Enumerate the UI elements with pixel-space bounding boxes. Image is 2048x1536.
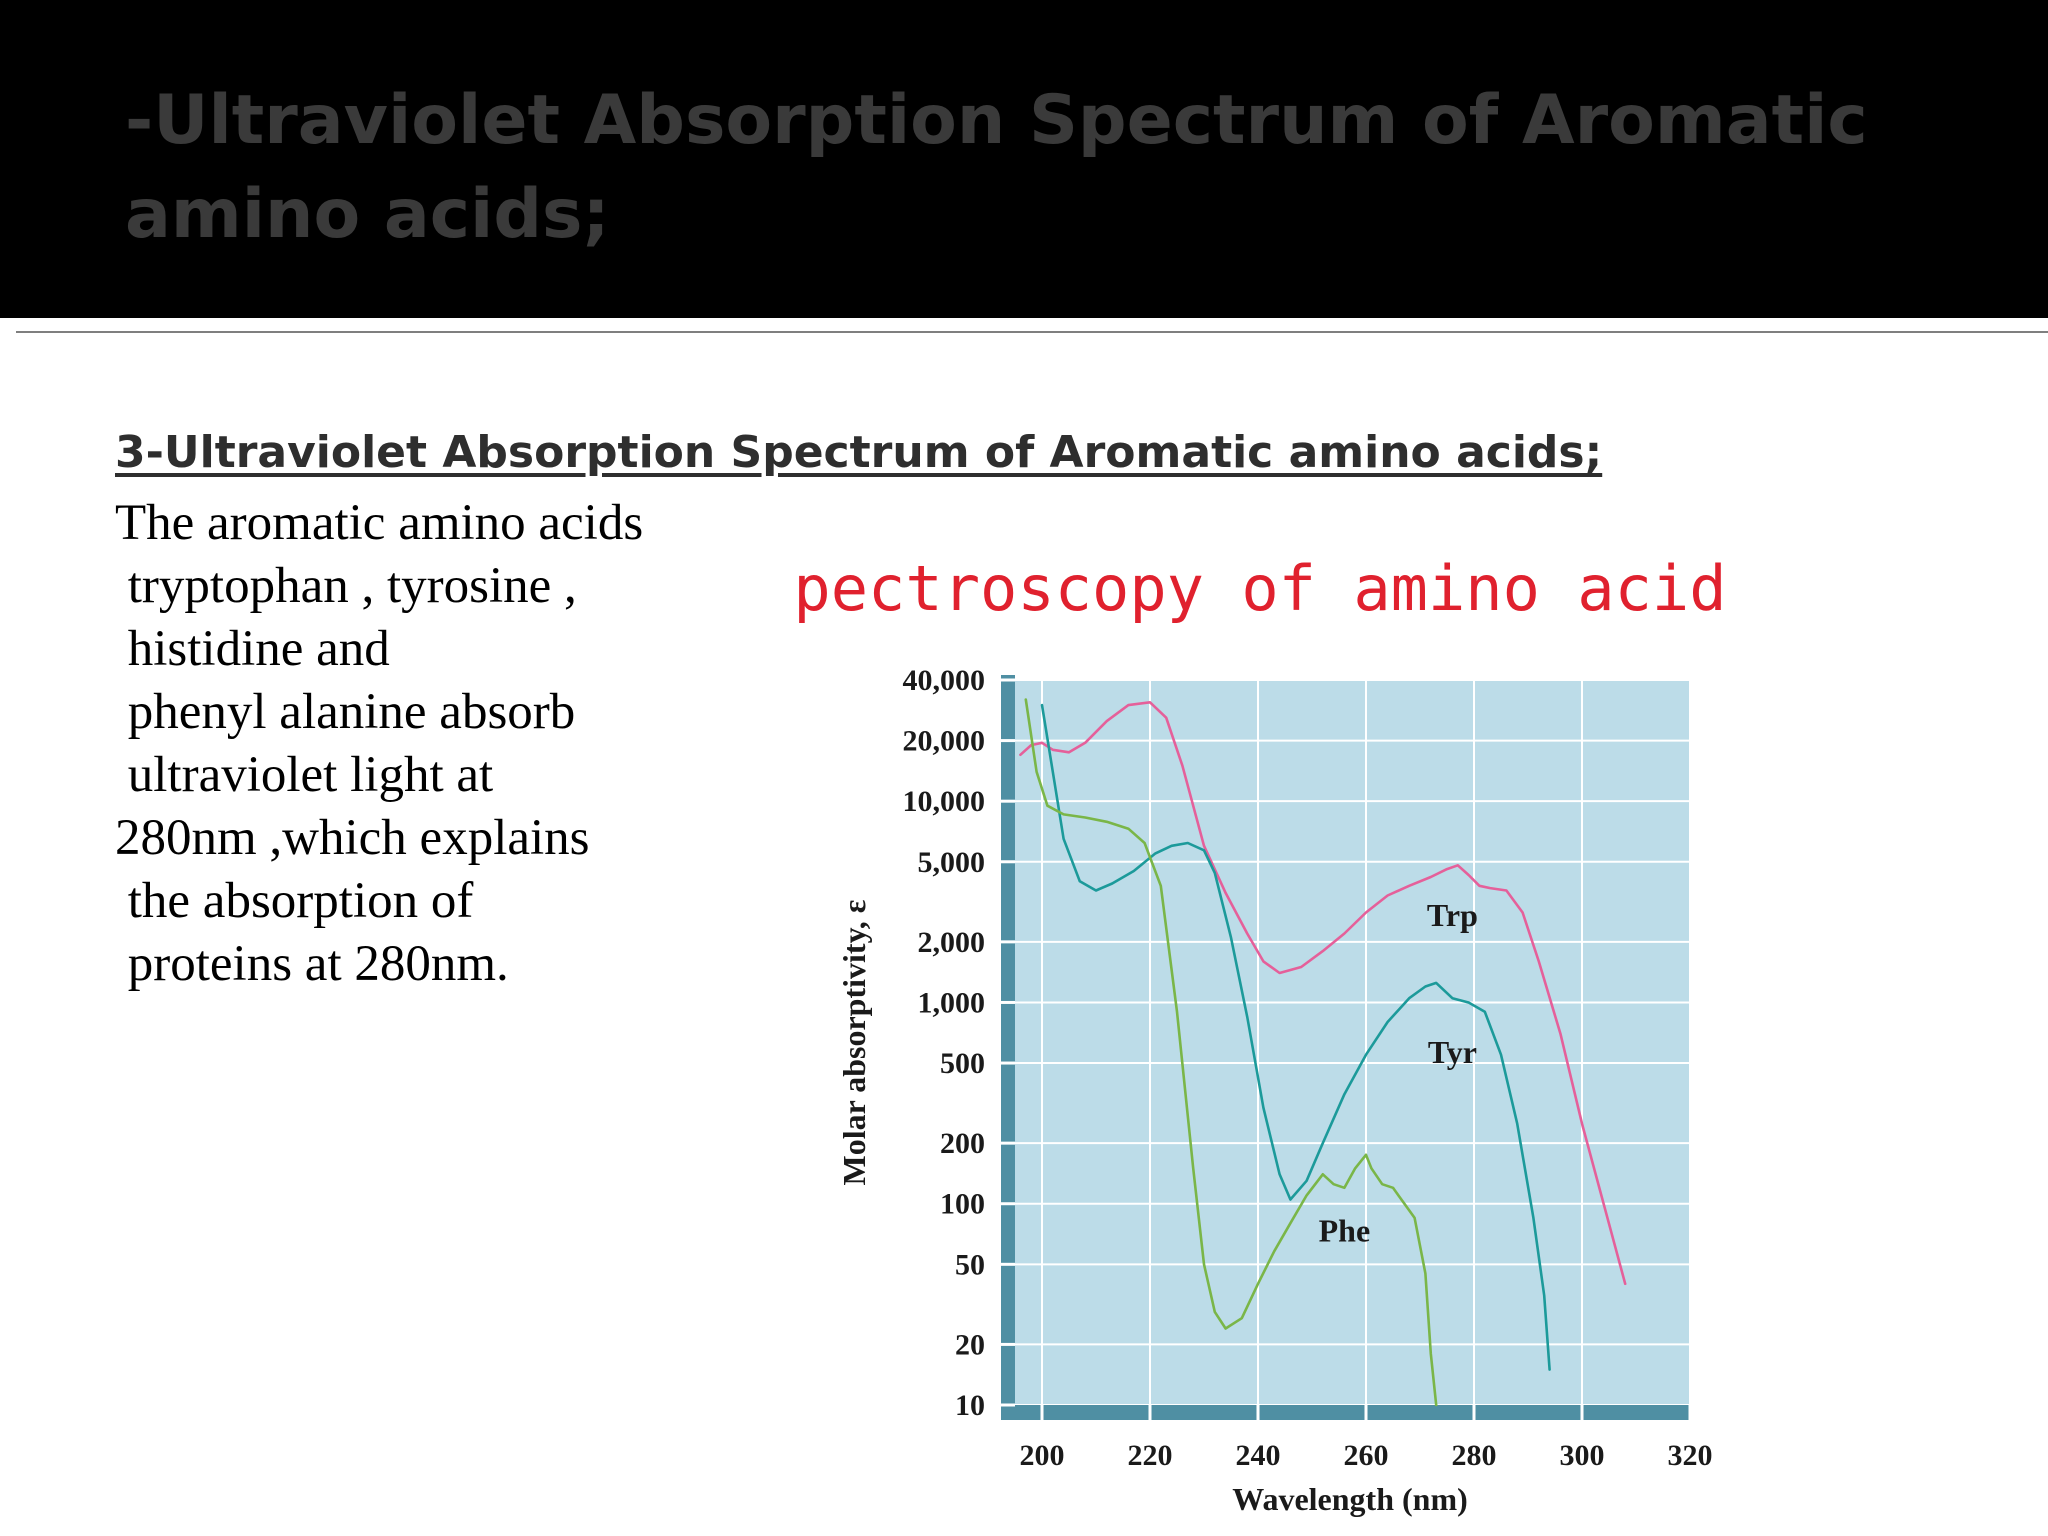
body-line: tryptophan , tyrosine ,	[115, 558, 577, 614]
y-tick-label: 5,000	[917, 845, 985, 879]
body-line: proteins at 280nm.	[115, 936, 509, 992]
x-tick-label: 240	[1235, 1439, 1281, 1472]
chart-title: Spectroscopy of amino acids	[790, 552, 1730, 625]
y-tick-label: 1,000	[917, 986, 985, 1020]
x-tick-label: 320	[1667, 1439, 1713, 1472]
x-axis-bar	[1001, 1405, 1690, 1420]
series-label-trp: Trp	[1426, 896, 1478, 933]
y-axis-title: Molar absorptivity, ε	[836, 899, 872, 1186]
y-tick-label: 500	[940, 1047, 985, 1081]
x-tick-label: 260	[1343, 1439, 1389, 1472]
y-tick-label: 2,000	[917, 925, 985, 959]
body-line: the absorption of	[115, 873, 474, 929]
body-line: histidine and	[115, 621, 390, 677]
series-label-phe: Phe	[1318, 1212, 1371, 1249]
x-tick-label: 280	[1451, 1439, 1497, 1472]
x-tick-label: 300	[1559, 1439, 1605, 1472]
slide-title: -Ultraviolet Absorption Spectrum of Aromatic amino acids;	[125, 81, 1868, 254]
y-tick-label: 200	[940, 1127, 985, 1161]
plot-area	[1015, 680, 1690, 1405]
section-heading: 3-Ultraviolet Absorption Spectrum of Aromatic amino acids;	[115, 427, 1603, 478]
body-line: ultraviolet light at	[115, 747, 494, 803]
body-line: phenyl alanine absorb	[115, 684, 576, 740]
y-tick-label: 20	[955, 1328, 985, 1362]
body-paragraph	[115, 492, 755, 996]
spectrum-chart-svg	[790, 540, 1730, 1530]
y-tick-label: 20,000	[902, 724, 985, 758]
body-line: 280nm ,which explains	[115, 810, 590, 866]
title-divider	[16, 331, 2048, 333]
y-tick-label: 40,000	[902, 664, 985, 697]
y-tick-label: 100	[940, 1187, 985, 1221]
x-axis-title: Wavelength (nm)	[1232, 1481, 1468, 1517]
y-tick-label: 10,000	[902, 785, 985, 819]
y-axis-bar	[1001, 675, 1015, 1420]
x-tick-label: 220	[1127, 1439, 1173, 1472]
series-label-tyr: Tyr	[1427, 1034, 1477, 1071]
y-tick-label: 10	[955, 1389, 985, 1422]
spectrum-chart	[790, 540, 1730, 1530]
body-line: The aromatic amino acids	[115, 495, 644, 551]
x-tick-label: 200	[1019, 1439, 1065, 1472]
y-tick-label: 50	[955, 1248, 985, 1282]
